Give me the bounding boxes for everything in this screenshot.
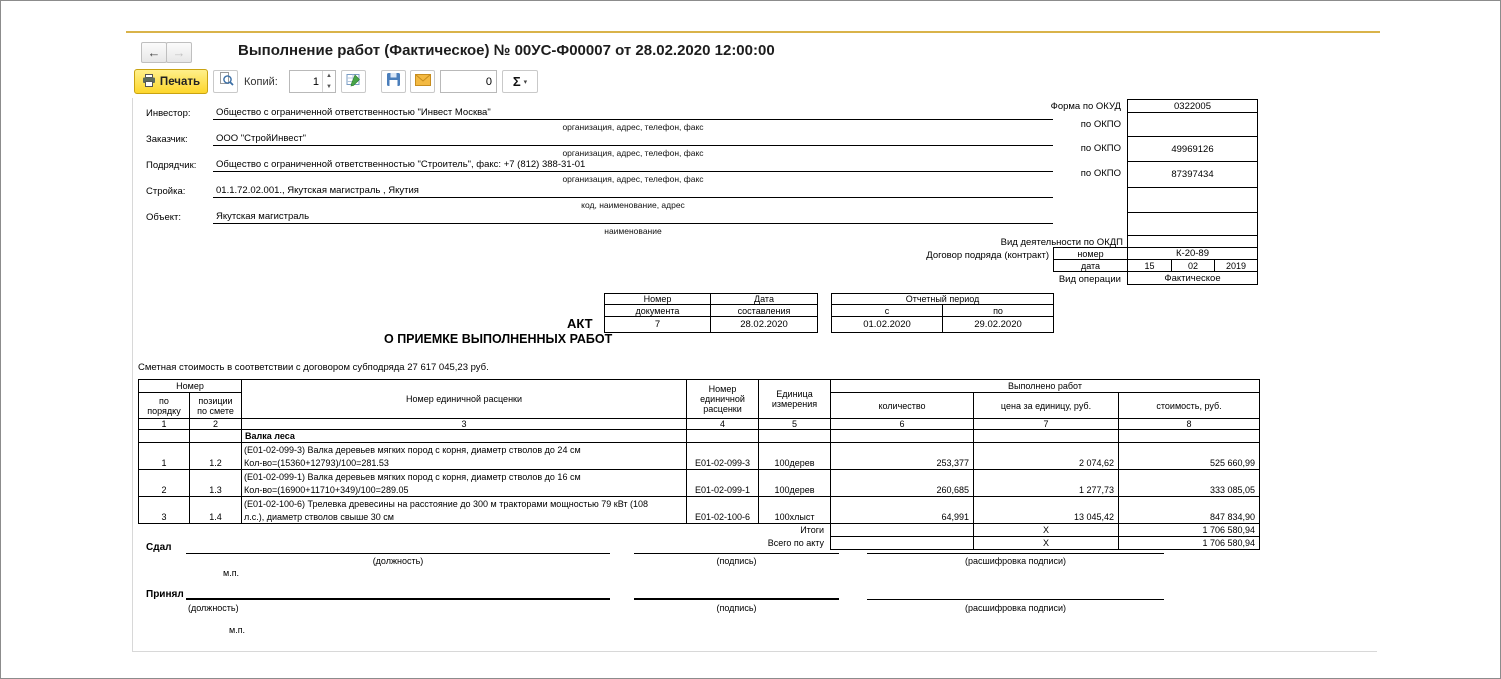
table-edit-icon bbox=[346, 72, 361, 92]
preview-icon bbox=[218, 71, 234, 92]
period-from-label: с bbox=[832, 305, 943, 317]
field-caption: наименование bbox=[604, 226, 662, 236]
cell-cost: 525 660,99 bbox=[1119, 443, 1260, 470]
col-index: 8 bbox=[1119, 419, 1260, 430]
col-index: 2 bbox=[190, 419, 242, 430]
field-label: Инвестор: bbox=[146, 108, 191, 119]
col-header-rate: Номер единичной расценки bbox=[687, 380, 759, 419]
totals-label: Всего по акту bbox=[767, 538, 825, 548]
save-button[interactable] bbox=[381, 70, 406, 93]
col-index: 3 bbox=[242, 419, 687, 430]
save-icon bbox=[386, 72, 401, 92]
totals-qty bbox=[831, 524, 974, 537]
email-button[interactable] bbox=[410, 70, 435, 93]
accepted-label: Принял bbox=[146, 589, 184, 600]
cell-desc: (Е01-02-099-3) Валка деревьев мягких пород с корня, диаметр стволов до 24 см Кол-во=(15360+12793)/100=281.53 bbox=[242, 443, 687, 470]
handed-sign-line bbox=[634, 553, 839, 554]
forward-button[interactable]: → bbox=[166, 42, 192, 63]
okpo-label: по ОКПО bbox=[1080, 143, 1121, 154]
preview-button[interactable] bbox=[213, 70, 238, 93]
totals-value: 1 706 580,94 bbox=[1119, 537, 1260, 550]
doc-number-value: 7 bbox=[605, 317, 711, 333]
field-label: Подрядчик: bbox=[146, 160, 197, 171]
cell-num: 2 bbox=[139, 470, 190, 497]
chevron-down-icon: ▾ bbox=[523, 78, 528, 86]
field-value: Общество с ограниченной ответственностью "Строитель", факс: +7 (812) 388-31-01 bbox=[213, 159, 1053, 172]
cell-unit: 100хлыст bbox=[759, 497, 831, 524]
cell-pos: 1.4 bbox=[190, 497, 242, 524]
handed-label: Сдал bbox=[146, 542, 172, 553]
totals-qty bbox=[831, 537, 974, 550]
col-header-qty: количество bbox=[831, 393, 974, 419]
okpo-value: 49969126 bbox=[1127, 136, 1258, 162]
page-bottom-border bbox=[132, 651, 1377, 652]
cell-cost: 847 834,90 bbox=[1119, 497, 1260, 524]
cell-num: 3 bbox=[139, 497, 190, 524]
sum-input[interactable] bbox=[441, 71, 496, 92]
print-settings-button[interactable] bbox=[341, 70, 366, 93]
contract-label: Договор подряда (контракт) bbox=[926, 250, 1049, 261]
field-label: Объект: bbox=[146, 212, 181, 223]
period-from-value: 01.02.2020 bbox=[832, 317, 943, 333]
page-title: Выполнение работ (Фактическое) № 00УС-Ф00007 от 28.02.2020 12:00:00 bbox=[238, 42, 775, 59]
works-table bbox=[138, 379, 1260, 550]
col-header-unit: Единица измерения bbox=[759, 380, 831, 419]
sigma-button[interactable] bbox=[502, 70, 538, 93]
okpo-value bbox=[1127, 112, 1258, 137]
printer-icon bbox=[142, 74, 156, 90]
sum-field[interactable] bbox=[440, 70, 497, 93]
page-left-border bbox=[132, 98, 133, 652]
period-header: Отчетный период bbox=[832, 294, 1054, 305]
doc-date-header: Дата bbox=[711, 294, 818, 305]
cell-desc: (Е01-02-100-6) Трелевка древесины на расстояние до 300 м тракторами мощностью 79 кВт (108 л.с.), диаметр стволов свыше 30 см bbox=[242, 497, 687, 524]
okpo-value: 87397434 bbox=[1127, 161, 1258, 188]
act-subtitle: О ПРИЕМКЕ ВЫПОЛНЕННЫХ РАБОТ bbox=[384, 332, 613, 346]
cell-price: 1 277,73 bbox=[974, 470, 1119, 497]
field-caption: организация, адрес, телефон, факс bbox=[562, 174, 704, 184]
table-row bbox=[139, 443, 1260, 470]
contract-date-label: дата bbox=[1053, 259, 1128, 272]
col-header-cost: стоимость, руб. bbox=[1119, 393, 1260, 419]
accepted-position-line bbox=[186, 598, 610, 600]
contract-number-label: номер bbox=[1053, 247, 1128, 260]
sigma-icon: Σ bbox=[512, 74, 521, 89]
contract-number-value: К-20-89 bbox=[1127, 247, 1258, 260]
cell-code: Е01-02-099-1 bbox=[687, 470, 759, 497]
col-header-price: цена за единицу, руб. bbox=[974, 393, 1119, 419]
totals-x: X bbox=[974, 524, 1119, 537]
col-index: 6 bbox=[831, 419, 974, 430]
doc-date-value: 28.02.2020 bbox=[711, 317, 818, 333]
empty-code-box bbox=[1127, 212, 1258, 236]
totals-row bbox=[139, 537, 1260, 550]
field-value: Общество с ограниченной ответственностью "Инвест Москва" bbox=[213, 107, 1053, 120]
print-button-label: Печать bbox=[159, 75, 201, 88]
sign-caption: (подпись) bbox=[716, 556, 757, 566]
copies-label: Копий: bbox=[244, 76, 278, 88]
section-title: Валка леса bbox=[242, 430, 687, 443]
spinner-down-icon[interactable]: ▼ bbox=[326, 83, 332, 90]
field-caption: организация, адрес, телефон, факс bbox=[562, 122, 704, 132]
okud-value: 0322005 bbox=[1127, 99, 1258, 113]
totals-row bbox=[139, 524, 1260, 537]
decrypt-caption: (расшифровка подписи) bbox=[965, 556, 1066, 566]
col-index: 4 bbox=[687, 419, 759, 430]
cell-code: Е01-02-100-6 bbox=[687, 497, 759, 524]
cell-code: Е01-02-099-3 bbox=[687, 443, 759, 470]
totals-x: X bbox=[974, 537, 1119, 550]
top-divider bbox=[126, 31, 1380, 33]
cell-price: 2 074,62 bbox=[974, 443, 1119, 470]
doc-date-header2: составления bbox=[711, 305, 818, 317]
print-button[interactable] bbox=[134, 69, 208, 94]
position-caption: (должность) bbox=[372, 556, 424, 566]
col-index: 1 bbox=[139, 419, 190, 430]
okpo-label: по ОКПО bbox=[1080, 119, 1121, 130]
doc-number-header2: документа bbox=[605, 305, 711, 317]
totals-label: Итоги bbox=[800, 525, 825, 536]
cell-qty: 64,991 bbox=[831, 497, 974, 524]
field-value: Якутская магистраль bbox=[213, 211, 1053, 224]
okud-label: Форма по ОКУД bbox=[1050, 101, 1121, 112]
doc-number-table bbox=[604, 293, 818, 333]
stamp-caption: м.п. bbox=[229, 625, 246, 635]
copies-spinner-arrows[interactable] bbox=[322, 71, 335, 92]
field-value: 01.1.72.02.001., Якутская магистраль , Якутия bbox=[213, 185, 1053, 198]
col-index: 7 bbox=[974, 419, 1119, 430]
field-label: Стройка: bbox=[146, 186, 186, 197]
col-index: 5 bbox=[759, 419, 831, 430]
contract-date-day: 15 bbox=[1127, 259, 1172, 272]
operation-label: Вид операции bbox=[1058, 274, 1121, 285]
table-row bbox=[139, 470, 1260, 497]
cell-unit: 100дерев bbox=[759, 443, 831, 470]
cell-pos: 1.2 bbox=[190, 443, 242, 470]
position-caption: (должность) bbox=[188, 603, 239, 613]
col-header-number: Номер bbox=[139, 380, 242, 393]
cell-qty: 260,685 bbox=[831, 470, 974, 497]
cell-price: 13 045,42 bbox=[974, 497, 1119, 524]
table-row bbox=[139, 497, 1260, 524]
okpo-label: по ОКПО bbox=[1080, 168, 1121, 179]
report-period-table bbox=[831, 293, 1054, 333]
field-value: ООО "СтройИнвест" bbox=[213, 133, 1053, 146]
copies-input[interactable] bbox=[290, 71, 321, 92]
field-label: Заказчик: bbox=[146, 134, 188, 145]
contract-date-month: 02 bbox=[1171, 259, 1215, 272]
field-caption: организация, адрес, телефон, факс bbox=[562, 148, 704, 158]
estimate-cost-line: Сметная стоимость в соответствии с договором субподряда 27 617 045,23 руб. bbox=[138, 362, 489, 373]
accepted-sign-line bbox=[634, 598, 839, 600]
decrypt-caption: (расшифровка подписи) bbox=[965, 603, 1066, 613]
stamp-caption: м.п. bbox=[223, 568, 240, 578]
back-button[interactable]: ← bbox=[141, 42, 167, 63]
period-to-value: 29.02.2020 bbox=[943, 317, 1054, 333]
section-row bbox=[139, 430, 1260, 443]
totals-value: 1 706 580,94 bbox=[1119, 524, 1260, 537]
handed-position-line bbox=[186, 553, 610, 554]
contract-date-year: 2019 bbox=[1214, 259, 1258, 272]
act-title: АКТ bbox=[567, 316, 593, 331]
cell-num: 1 bbox=[139, 443, 190, 470]
copies-stepper[interactable] bbox=[289, 70, 336, 93]
handed-decrypt-line bbox=[867, 553, 1164, 554]
sign-caption: (подпись) bbox=[716, 603, 757, 613]
period-to-label: по bbox=[943, 305, 1054, 317]
cell-qty: 253,377 bbox=[831, 443, 974, 470]
cell-cost: 333 085,05 bbox=[1119, 470, 1260, 497]
spinner-up-icon[interactable]: ▲ bbox=[326, 73, 332, 80]
doc-number-header: Номер bbox=[605, 294, 711, 305]
col-header-name: Номер единичной расценки bbox=[242, 380, 687, 419]
col-header-order: по порядку bbox=[139, 393, 190, 419]
cell-desc: (Е01-02-099-1) Валка деревьев мягких пород с корня, диаметр стволов до 16 см Кол-во=(16900+11710+349)/100=289.05 bbox=[242, 470, 687, 497]
okdp-label: Вид деятельности по ОКДП bbox=[1000, 237, 1123, 248]
email-icon bbox=[415, 73, 431, 91]
cell-unit: 100дерев bbox=[759, 470, 831, 497]
empty-code-box bbox=[1127, 187, 1258, 213]
field-caption: код, наименование, адрес bbox=[581, 200, 685, 210]
cell-pos: 1.3 bbox=[190, 470, 242, 497]
col-header-done: Выполнено работ bbox=[831, 380, 1260, 393]
accepted-decrypt-line bbox=[867, 599, 1164, 600]
col-header-position: позиции по смете bbox=[190, 393, 242, 419]
operation-value: Фактическое bbox=[1127, 271, 1258, 285]
